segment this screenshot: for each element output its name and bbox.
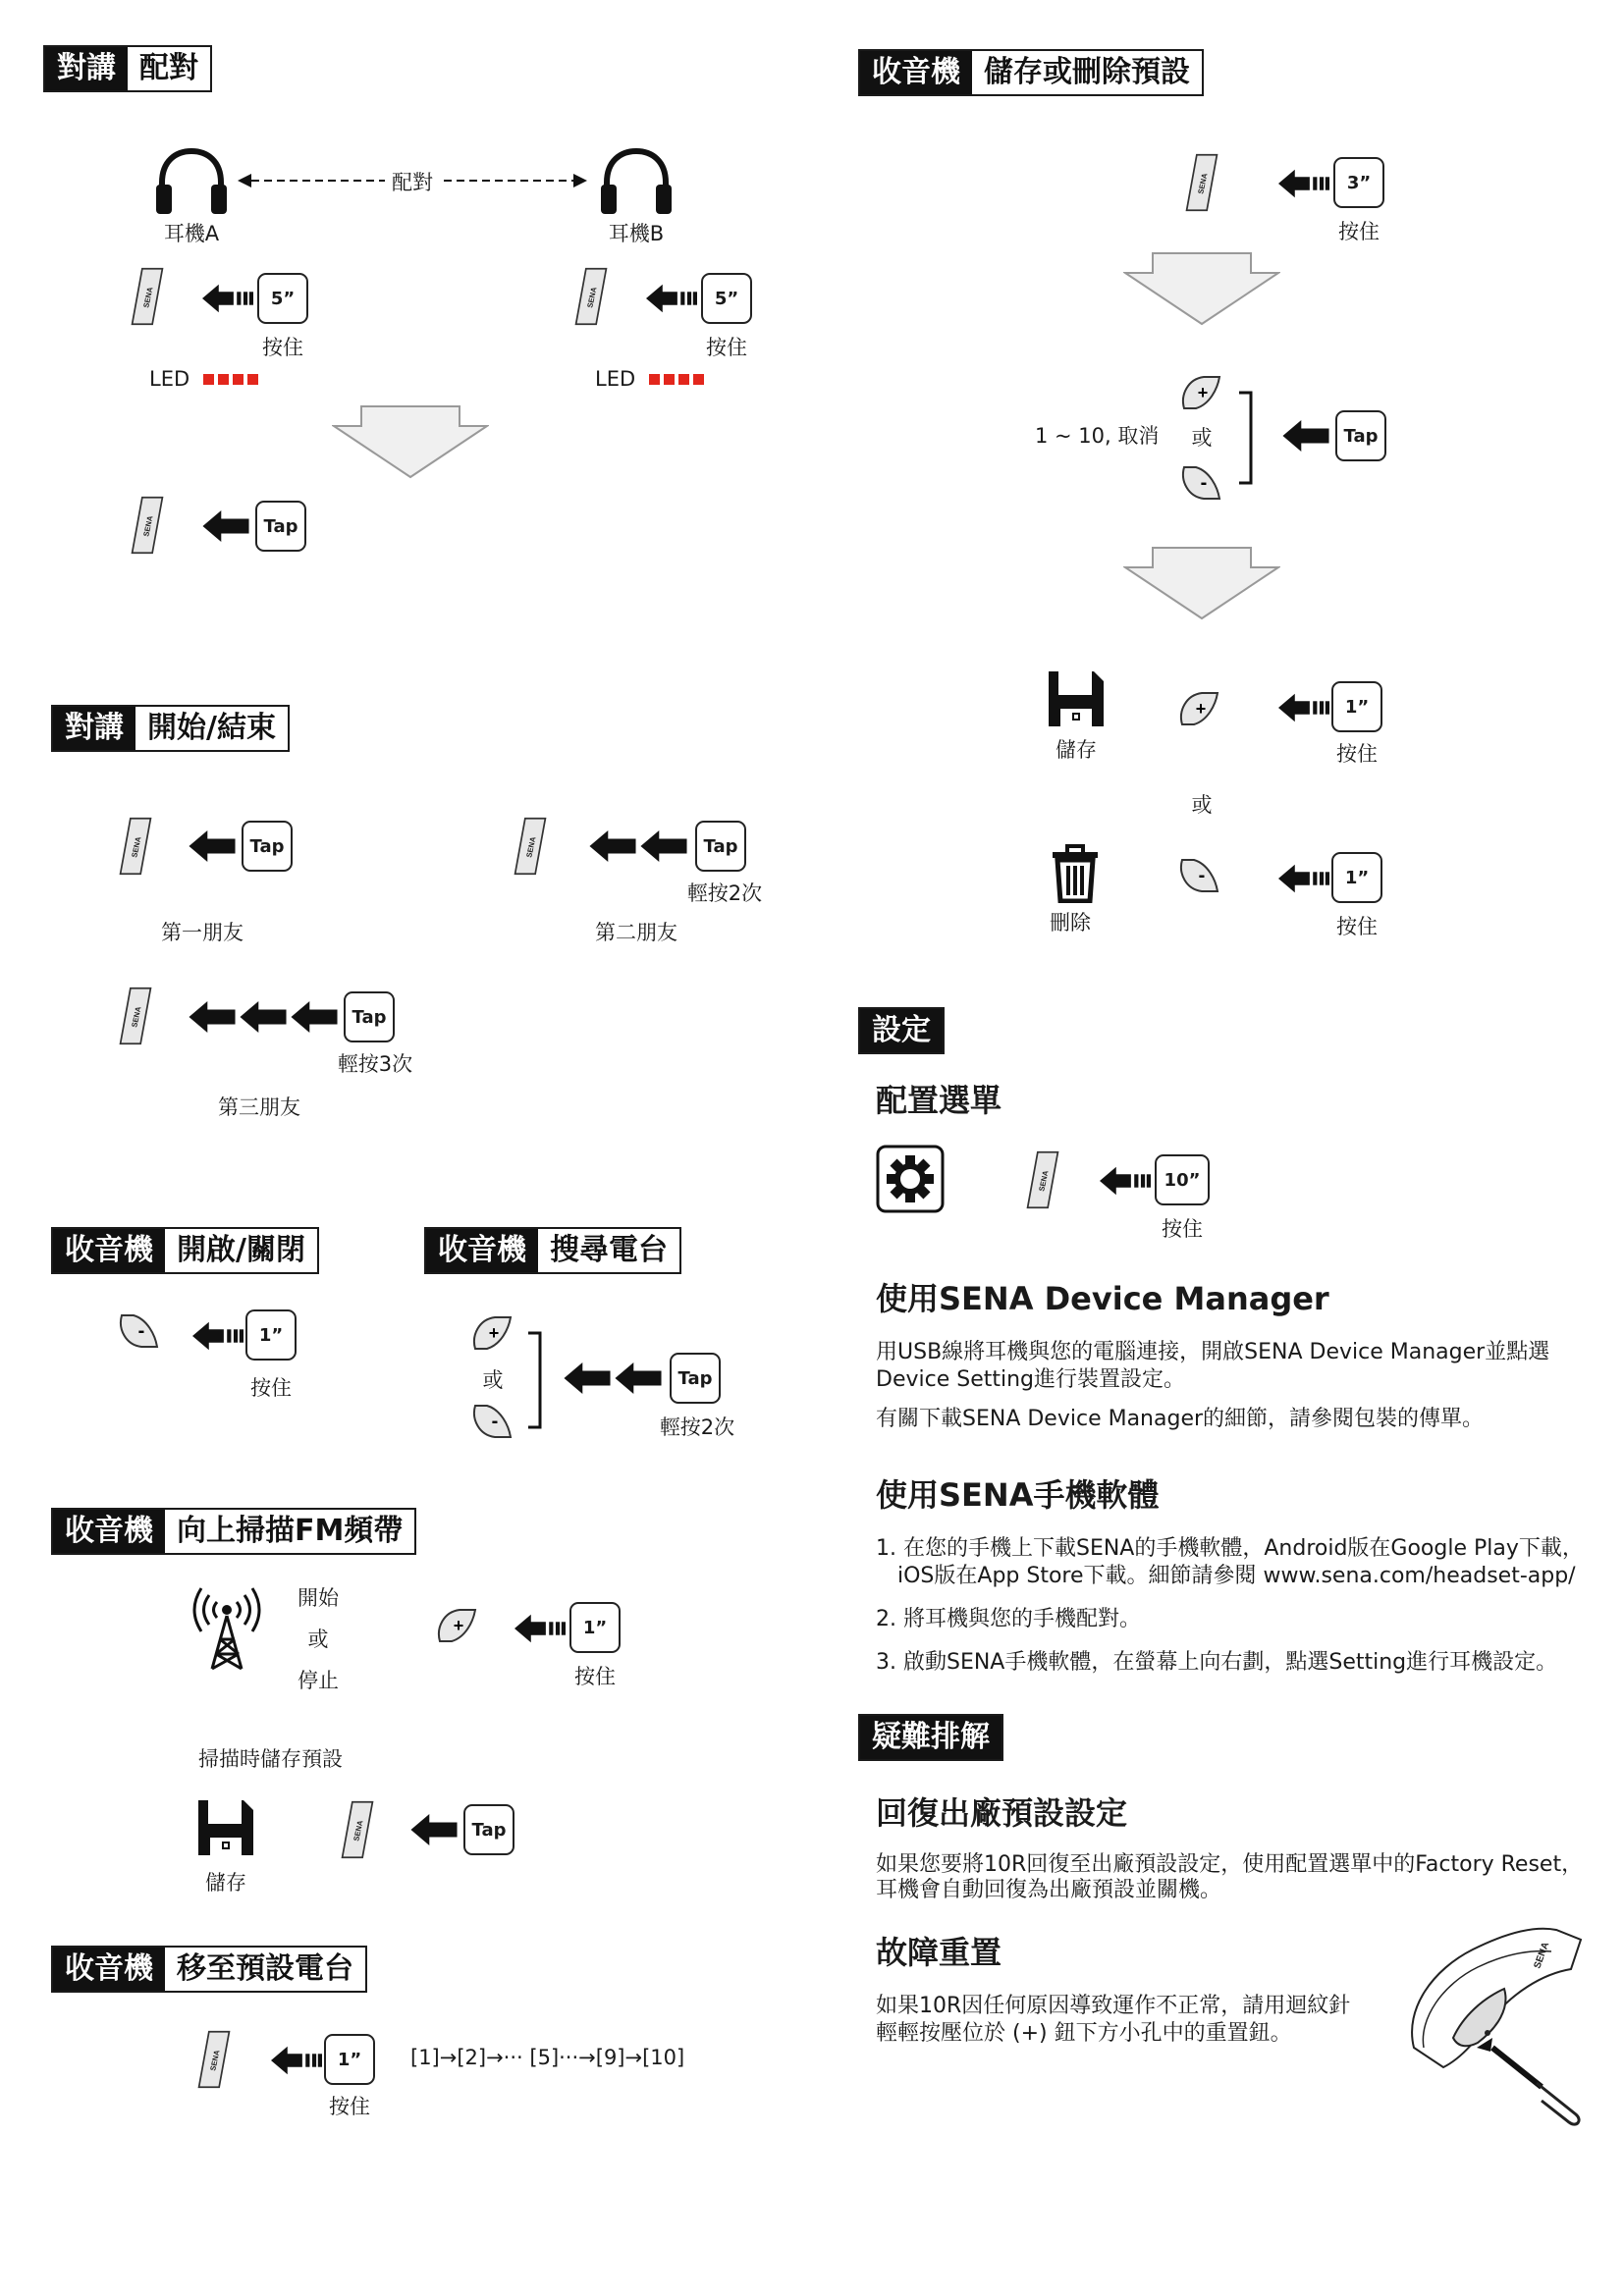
plus-button-icon	[469, 1313, 514, 1353]
tap-arrow-icon	[564, 1362, 611, 1394]
hold-5s-key: 5”	[257, 273, 308, 324]
hold-3s-key: 3”	[1333, 157, 1384, 208]
tap-key: Tap	[242, 821, 293, 872]
trash-delete-icon	[1051, 844, 1100, 903]
tap-key: Tap	[344, 991, 395, 1042]
hold-label: 按住	[574, 1665, 616, 1688]
device-manager-text-1b: Device Setting進行裝置設定。	[876, 1367, 1186, 1392]
tap-key: Tap	[1335, 410, 1386, 461]
app-step-1b: iOS版在App Store下載。細節請參閱 www.sena.com/headset-app/	[897, 1564, 1576, 1588]
next-step-arrow-icon	[1123, 546, 1280, 620]
led-label: LED	[149, 367, 190, 391]
bracket-icon	[1237, 391, 1257, 485]
hold-arrow-icon	[1100, 1166, 1151, 1196]
pair-label: 配對	[392, 171, 433, 194]
minus-button-icon	[469, 1402, 514, 1441]
sena-device-icon	[1182, 153, 1221, 212]
section-title: 開啟/關閉	[165, 1229, 317, 1272]
or-label: 或	[1191, 793, 1213, 817]
tap-twice-label: 輕按2次	[659, 1415, 735, 1439]
factory-reset-text-b: 耳機會自動回復為出廠預設並關機。	[876, 1878, 1222, 1902]
tap-arrow-icon	[202, 510, 249, 542]
section-kicker: 疑難排解	[860, 1716, 1001, 1759]
section-header-intercom-pairing	[43, 45, 212, 92]
bracket-icon	[526, 1331, 546, 1429]
next-step-arrow-icon	[1123, 251, 1280, 326]
hold-label: 按住	[1336, 742, 1378, 766]
hold-arrow-icon	[1278, 864, 1329, 893]
hold-10s-key: 10”	[1155, 1154, 1210, 1205]
hold-arrow-icon	[646, 284, 697, 313]
factory-reset-text-a: 如果您要將10R回復至出廠預設設定，使用配置選單中的Factory Reset，	[876, 1852, 1584, 1877]
sena-device-icon	[128, 496, 167, 555]
section-kicker: 收音機	[860, 51, 972, 94]
hold-arrow-icon	[1278, 693, 1329, 722]
hold-1s-key: 1”	[1331, 681, 1382, 732]
first-friend-label: 第一朋友	[161, 921, 244, 944]
tap-arrow-icon	[189, 1001, 236, 1033]
tap-arrow-icon	[589, 830, 636, 862]
app-title: 使用SENA手機軟體	[876, 1476, 1160, 1514]
second-friend-label: 第二朋友	[595, 921, 677, 944]
floppy-save-icon	[196, 1798, 255, 1857]
delete-label: 刪除	[1050, 911, 1091, 934]
fault-reset-text-a: 如果10R因任何原因導致運作不正常，請用迴紋針	[876, 1994, 1351, 2018]
next-step-arrow-icon	[332, 404, 489, 479]
section-title: 搜尋電台	[538, 1229, 679, 1272]
save-label: 儲存	[1056, 738, 1097, 762]
tap-arrow-icon	[640, 830, 687, 862]
or-label: 或	[1191, 426, 1213, 450]
sena-device-icon	[571, 267, 611, 326]
hold-label: 按住	[1162, 1217, 1203, 1241]
hold-arrow-icon	[202, 284, 253, 313]
section-title: 儲存或刪除預設	[972, 51, 1202, 94]
device-manager-text-1a: 用USB線將耳機與您的電腦連接，開啟SENA Device Manager並點選	[876, 1340, 1550, 1364]
tap-arrow-icon	[1282, 420, 1329, 452]
headphones-icon-a	[152, 147, 231, 216]
config-menu-title: 配置選單	[876, 1082, 1002, 1119]
headset-b-label: 耳機B	[608, 222, 665, 245]
tap-key: Tap	[695, 821, 746, 872]
tap-key: Tap	[670, 1353, 721, 1404]
reset-paperclip-illustration	[1394, 1900, 1591, 2126]
tap-key: Tap	[255, 501, 306, 552]
save-label: 儲存	[205, 1871, 246, 1895]
tap-three-label: 輕按3次	[337, 1052, 413, 1076]
app-step-1a: 1. 在您的手機上下載SENA的手機軟體，Android版在Google Play下載，	[876, 1536, 1584, 1561]
tap-twice-label: 輕按2次	[686, 881, 763, 905]
fault-reset-title: 故障重置	[876, 1934, 1002, 1971]
section-kicker: 收音機	[426, 1229, 538, 1272]
section-kicker: 對講	[45, 47, 128, 90]
plus-button-icon	[1178, 373, 1223, 412]
third-friend-label: 第三朋友	[218, 1095, 300, 1119]
tap-key: Tap	[463, 1804, 514, 1855]
sena-device-icon	[511, 817, 550, 876]
floppy-save-icon	[1047, 669, 1106, 728]
radio-tower-icon	[192, 1582, 261, 1671]
sena-device-icon	[128, 267, 167, 326]
hold-5s-key: 5”	[701, 273, 752, 324]
device-manager-title: 使用SENA Device Manager	[876, 1280, 1329, 1317]
section-header-fm-seek	[424, 1227, 681, 1274]
tap-arrow-icon	[291, 1001, 338, 1033]
stop-label: 停止	[298, 1669, 339, 1692]
tap-arrow-icon	[615, 1362, 662, 1394]
hold-1s-key: 1”	[1331, 852, 1382, 903]
hold-label: 按住	[262, 336, 303, 359]
hold-label: 按住	[1336, 915, 1378, 938]
hold-arrow-icon	[271, 2046, 322, 2075]
hold-label: 按住	[329, 2095, 370, 2118]
hold-label: 按住	[250, 1376, 292, 1400]
section-kicker: 對講	[53, 707, 135, 750]
section-header-troubleshooting	[858, 1714, 1003, 1761]
hold-label: 按住	[1338, 220, 1380, 243]
section-header-fm-onoff	[51, 1227, 319, 1274]
gear-icon	[876, 1145, 945, 1213]
led-indicator-a	[149, 367, 258, 391]
section-header-intercom-start	[51, 705, 290, 752]
led-indicator-b	[595, 367, 704, 391]
hold-1s-key: 1”	[324, 2034, 375, 2085]
section-header-fm-scan	[51, 1508, 416, 1555]
section-kicker: 收音機	[53, 1510, 165, 1553]
svg-text:SENA: SENA	[1532, 1941, 1552, 1971]
section-header-fm-save	[858, 49, 1204, 96]
sena-device-icon	[338, 1800, 377, 1859]
or-label: 或	[482, 1368, 504, 1392]
sena-device-icon	[116, 987, 155, 1045]
headphones-icon-b	[597, 147, 676, 216]
start-label: 開始	[298, 1586, 339, 1610]
hold-arrow-icon	[192, 1321, 244, 1351]
plus-button-icon	[434, 1606, 479, 1645]
fault-reset-text-b: 輕輕按壓位於 (+) 鈕下方小孔中的重置鈕。	[876, 2021, 1292, 2046]
section-kicker: 收音機	[53, 1948, 165, 1991]
minus-button-icon	[1178, 463, 1223, 503]
section-title: 開始/結束	[135, 707, 288, 750]
minus-button-icon	[1176, 856, 1221, 895]
device-manager-text-2: 有關下載SENA Device Manager的細節，請參閱包裝的傳單。	[876, 1407, 1485, 1431]
hold-1s-key: 1”	[245, 1309, 297, 1361]
sena-device-icon	[1023, 1150, 1062, 1209]
minus-button-icon	[116, 1311, 161, 1351]
save-while-scan-label: 掃描時儲存預設	[198, 1747, 343, 1771]
hold-label: 按住	[706, 336, 747, 359]
section-title: 配對	[128, 47, 210, 90]
hold-arrow-icon	[1278, 169, 1329, 198]
sena-device-icon	[116, 817, 155, 876]
section-title: 移至預設電台	[165, 1948, 365, 1991]
section-kicker: 設定	[860, 1009, 943, 1052]
section-header-fm-preset	[51, 1946, 367, 1993]
or-label: 或	[307, 1628, 329, 1651]
headset-a-label: 耳機A	[163, 222, 220, 245]
preset-range-label: 1 ~ 10, 取消	[1035, 424, 1160, 448]
sena-device-icon	[194, 2030, 234, 2089]
tap-arrow-icon	[189, 830, 236, 862]
app-step-3: 3. 啟動SENA手機軟體，在螢幕上向右劃，點選Setting進行耳機設定。	[876, 1650, 1558, 1675]
hold-1s-key: 1”	[569, 1602, 621, 1653]
tap-arrow-icon	[410, 1814, 458, 1845]
section-header-settings	[858, 1007, 945, 1054]
plus-button-icon	[1176, 689, 1221, 728]
hold-arrow-icon	[514, 1614, 566, 1643]
preset-sequence-label: [1]→[2]→··· [5]···→[9]→[10]	[410, 2046, 685, 2069]
section-title: 向上掃描FM頻帶	[165, 1510, 414, 1553]
app-step-2: 2. 將耳機與您的手機配對。	[876, 1607, 1141, 1631]
factory-reset-title: 回復出廠預設設定	[876, 1794, 1128, 1832]
section-kicker: 收音機	[53, 1229, 165, 1272]
tap-arrow-icon	[240, 1001, 287, 1033]
led-label: LED	[595, 367, 636, 391]
